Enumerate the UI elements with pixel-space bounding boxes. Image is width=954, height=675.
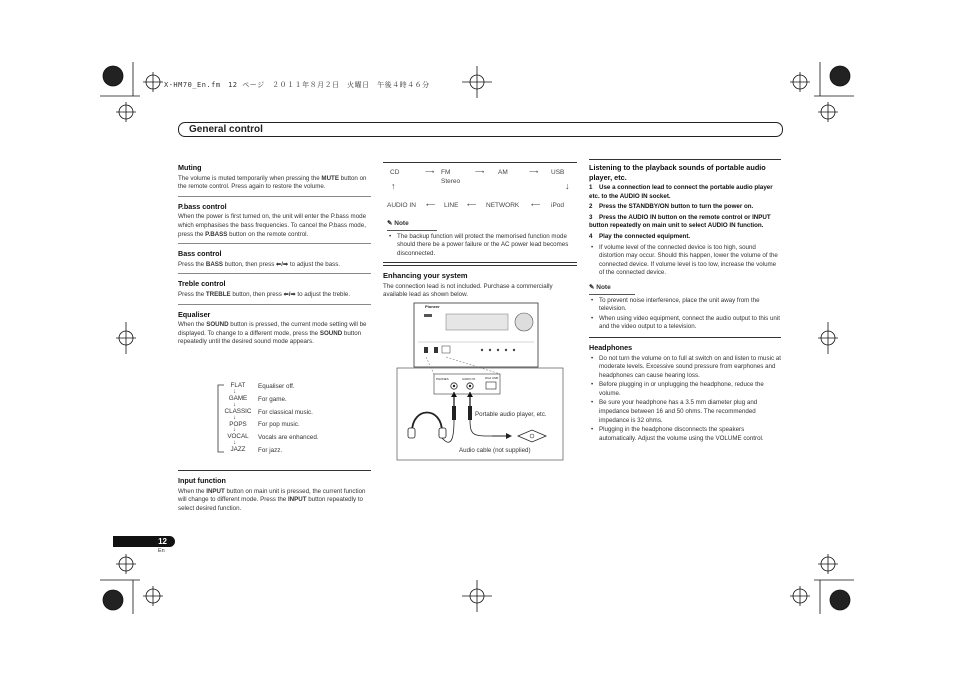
bass-text: Press the BASS button, then press ⬅/➡ to adjust the bass. (178, 260, 341, 268)
input-heading: Input function (178, 476, 226, 485)
equaliser-text: When the SOUND button is pressed, the current mode setting will be displayed. To change to a different mode, press the SOUND button repeatedly until the desired sound mode appears. (178, 321, 367, 346)
note-item: • To prevent noise interference, place the unit away from the television. (589, 297, 781, 314)
down-arrow-icon: ↓ (233, 427, 236, 433)
treble-heading: Treble control (178, 279, 226, 289)
muting-text: The volume is muted temporarily when pressing the MUTE button on the remote control. Press again to restore the volume. (178, 174, 367, 191)
page-number: 12 (158, 537, 167, 546)
step-1: 1 Use a connection lead to connect the portable audio player etc. to the AUDIO IN socket. (589, 184, 773, 200)
flow-fm-stereo: Stereo (441, 178, 461, 185)
headphones-item: • Before plugging in or unplugging the headphone, reduce the volume. (589, 381, 781, 398)
right-column (589, 159, 781, 444)
equaliser-cycle-diagram (216, 382, 366, 462)
pbass-text: When the power is first turned on, the unit will enter the P.bass mode which emphasises the bass frequencies. To cancel the P.bass mode, press the P.BASS button on the remote control. (178, 213, 367, 238)
input-section (178, 466, 371, 513)
bass-heading: Bass control (178, 249, 222, 259)
step-4: 4 Play the connected equipment. (589, 232, 691, 240)
note-icon: ✎ (589, 283, 595, 291)
arrow-left-icon: ⟵ (426, 202, 436, 209)
jack-label-phones: PHONES (436, 377, 449, 381)
brand-logo: Pioneer (425, 304, 440, 309)
flow-line: LINE (444, 202, 459, 209)
note-heading: ✎ Note (387, 220, 409, 227)
jack-label-audio-in: AUDIO IN (462, 377, 476, 381)
equaliser-heading: Equaliser (178, 309, 211, 319)
step-3: 3 Press the AUDIO IN button on the remote control or INPUT button repeatedly on main unit to select AUDIO IN function. (589, 213, 771, 230)
note-item: • When using video equipment, connect the audio output to this unit and the video output to a television. (589, 315, 781, 332)
connection-diagram (396, 302, 564, 462)
audio-cable-label: Audio cable (not supplied) (459, 447, 531, 454)
down-arrow-icon: ↓ (233, 402, 236, 408)
eq-desc-classic: For classical music. (258, 409, 313, 416)
note-text: • The backup function will protect the memorised function mode should there be a power failure or the AC power lead becomes disconnected. (387, 233, 577, 259)
eq-mode-pops: POPS (229, 421, 247, 428)
section-title: General control (189, 124, 263, 135)
jack-label-ipod-usb: iPod USB (485, 376, 499, 380)
step-2: 2 Press the STANDBY/ON button to turn the power on. (589, 203, 754, 211)
eq-desc-pops: For pop music. (258, 421, 300, 428)
section-title-bar (178, 122, 783, 137)
eq-mode-flat: FLAT (230, 382, 246, 389)
eq-desc-vocal: Vocals are enhanced. (258, 434, 319, 441)
down-arrow-icon: ↓ (233, 440, 236, 446)
portable-player-label: Portable audio player, etc. (475, 411, 547, 418)
enhancing-text: The connection lead is not included. Purchase a commercially available lead as shown below. (383, 282, 553, 299)
down-arrow-icon: ↓ (233, 415, 236, 421)
flow-usb: USB (551, 169, 565, 176)
volume-bullet: • If volume level of the connected device is too high, sound distortion may occur. Should this happen, lower the volume of the connected device. If volume level is too low, increase the volume of the connected device. (589, 244, 781, 278)
flow-audio-in: AUDIO IN (387, 202, 416, 209)
flow-am: AM (498, 169, 508, 176)
left-right-arrows-icon: ⬅/➡ (276, 260, 289, 268)
left-column (178, 158, 371, 347)
enhancing-section (383, 262, 577, 300)
muting-heading: Muting (178, 163, 202, 172)
headphones-heading: Headphones (589, 342, 633, 352)
arrow-right-icon: ⟶ (425, 169, 435, 176)
input-flow-diagram (383, 162, 577, 213)
arrow-right-icon: ⟶ (475, 169, 485, 176)
arrow-left-icon: ⟵ (467, 202, 477, 209)
treble-text: Press the TREBLE button, then press ⬅/➡ to adjust the treble. (178, 290, 351, 298)
eq-mode-vocal: VOCAL (227, 433, 249, 440)
down-arrow-icon: ↓ (233, 389, 236, 395)
headphones-item: • Be sure your headphone has a 3.5 mm diameter plug and impedance between 16 and 50 ohms. The recommended impedance is 32 ohms. (589, 399, 781, 425)
language-label: En (158, 548, 165, 554)
input-text: When the INPUT button on main unit is pressed, the current function will change to different mode. Press the INPUT button repeatedly to select desired function. (178, 487, 366, 512)
eq-mode-classic: CLASSIC (224, 408, 252, 415)
note-icon: ✎ (387, 220, 393, 227)
eq-desc-flat: Equaliser off. (258, 383, 295, 390)
arrow-down-icon: ↓ (565, 181, 570, 191)
eq-mode-jazz: JAZZ (230, 446, 246, 453)
file-info-line: X-HM70_En.fm 12 ページ ２０１１年８月２日 火曜日 午後４時４６分 (164, 81, 430, 89)
arrow-right-icon: ⟶ (529, 169, 539, 176)
listening-heading: Listening to the playback sounds of portable audio player, etc. (589, 163, 766, 182)
flow-cd: CD (390, 169, 400, 176)
left-right-arrows-icon: ⬅/➡ (283, 290, 296, 298)
enhancing-heading: Enhancing your system (383, 271, 468, 280)
note-heading: ✎ Note (589, 283, 611, 291)
flow-network: NETWORK (486, 202, 520, 209)
eq-desc-game: For game. (258, 396, 287, 403)
headphones-item: • Do not turn the volume on to full at switch on and listen to music at moderate levels. Excessive sound pressure from earphones and headphones can cause hearing loss. (589, 355, 781, 381)
headphones-item: • Plugging in the headphone disconnects the speakers automatically. Adjust the volume using the VOLUME control. (589, 426, 781, 443)
pbass-heading: P.bass control (178, 201, 227, 211)
eq-mode-game: GAME (228, 395, 248, 402)
eq-desc-jazz: For jazz. (258, 447, 283, 454)
flow-ipod: iPod (551, 202, 565, 209)
flow-fm: FM (441, 169, 451, 176)
arrow-left-icon: ⟵ (531, 202, 541, 209)
page-number-tab (113, 536, 175, 547)
middle-note (387, 214, 577, 259)
arrow-up-icon: ↑ (391, 181, 396, 191)
